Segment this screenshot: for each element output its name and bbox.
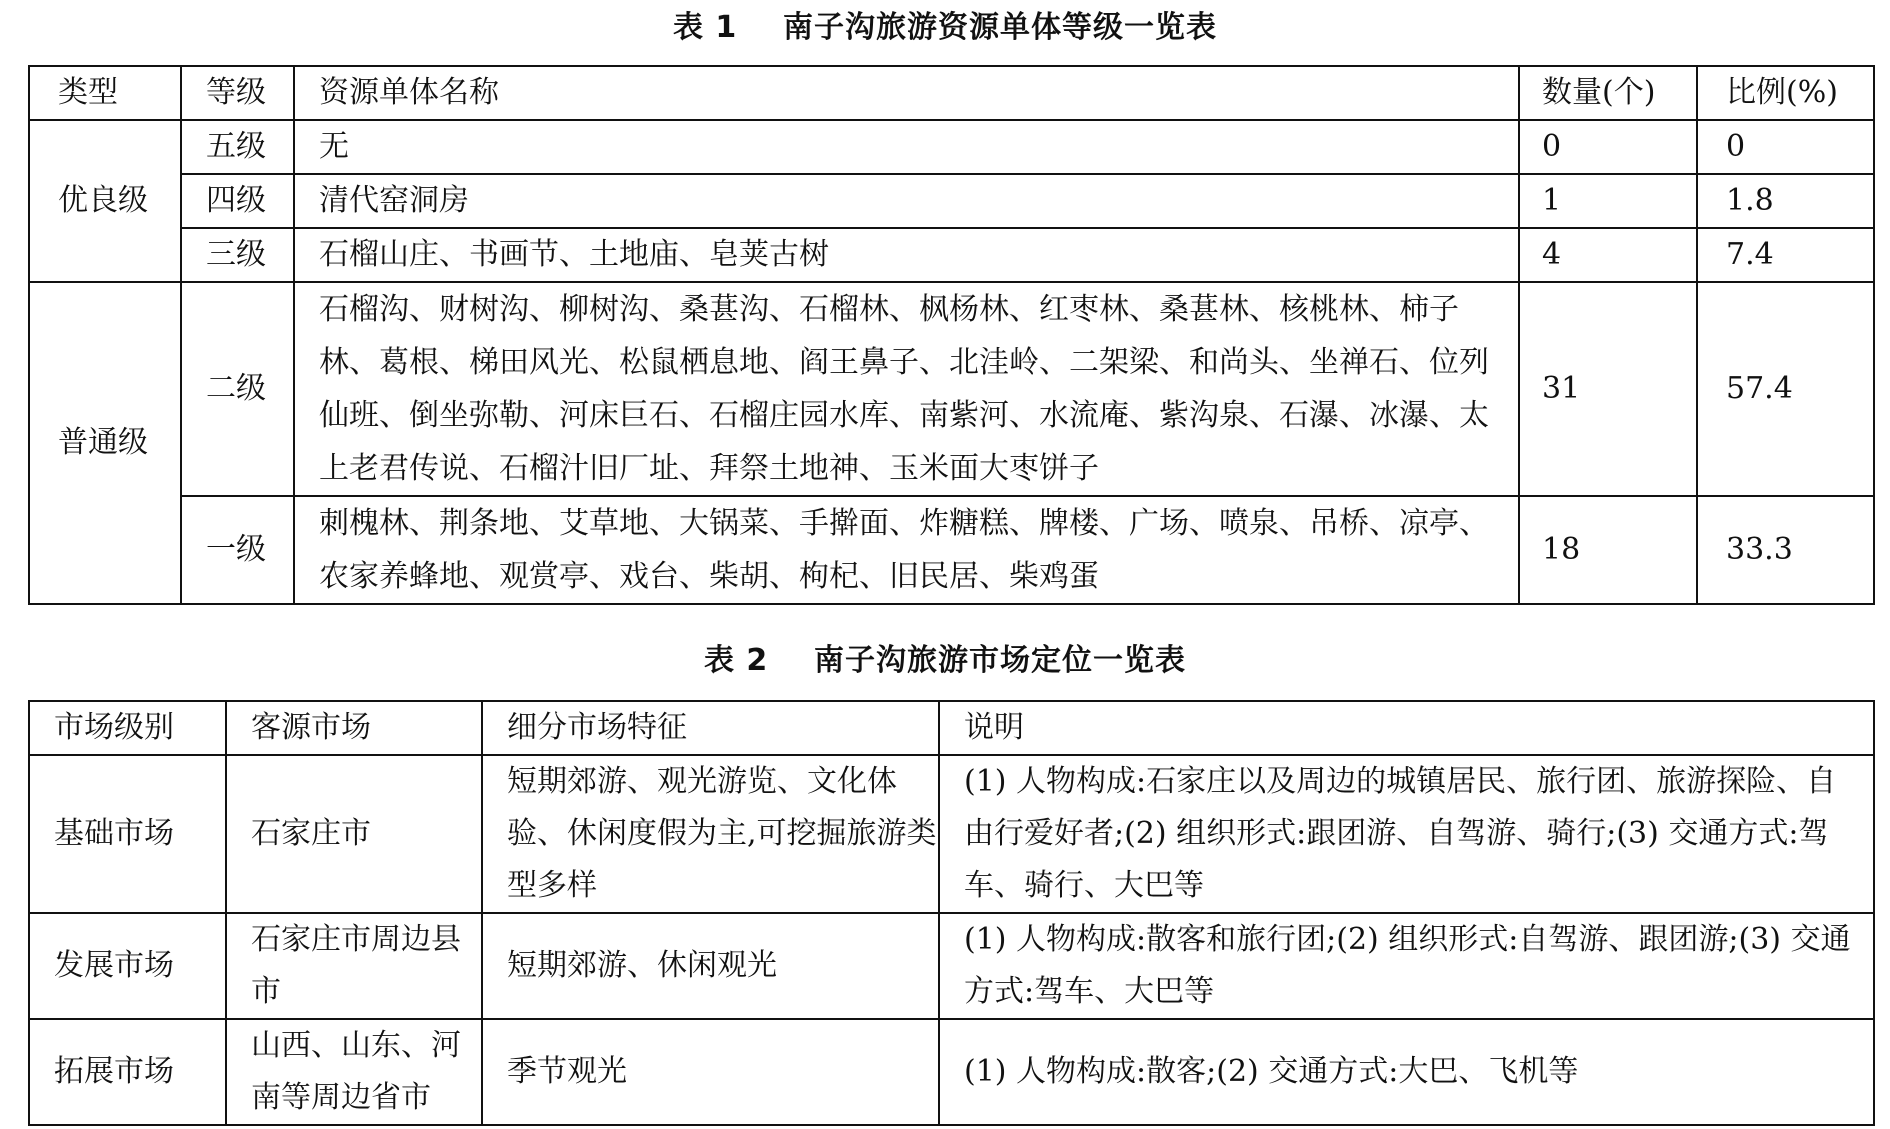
table1-caption: 表 1 南子沟旅游资源单体等级一览表 [672, 10, 1218, 45]
market-level-cell: 基础市场 [29, 755, 226, 913]
names-cell: 无 [294, 120, 1519, 174]
table-row [29, 174, 1874, 228]
header-resource-names: 资源单体名称 [294, 66, 1519, 120]
resource-grade-table [28, 65, 1875, 605]
table2-header-row [29, 701, 1874, 755]
header-type: 类型 [29, 66, 181, 120]
source-market-cell: 石家庄市周边县市 [226, 913, 482, 1019]
header-count: 数量(个) [1519, 66, 1697, 120]
table-row [29, 282, 1874, 496]
market-level-cell: 拓展市场 [29, 1019, 226, 1125]
header-source-market: 客源市场 [226, 701, 482, 755]
table-row [29, 913, 1874, 1019]
table-row [29, 496, 1874, 604]
description-cell: (1) 人物构成:散客和旅行团;(2) 组织形式:自驾游、跟团游;(3) 交通方式:驾车、大巴等 [939, 913, 1874, 1019]
table-row [29, 1019, 1874, 1125]
description-cell: (1) 人物构成:石家庄以及周边的城镇居民、旅行团、旅游探险、自由行爱好者;(2) 组织形式:跟团游、自驾游、骑行;(3) 交通方式:驾车、骑行、大巴等 [939, 755, 1874, 913]
grade-cell: 二级 [181, 282, 294, 496]
table1-header-row [29, 66, 1874, 120]
ratio-cell: 1.8 [1697, 174, 1874, 228]
ratio-cell: 33.3 [1697, 496, 1874, 604]
header-grade: 等级 [181, 66, 294, 120]
table-row [29, 755, 1874, 913]
header-market-level: 市场级别 [29, 701, 226, 755]
grade-cell: 四级 [181, 174, 294, 228]
source-market-cell: 山西、山东、河南等周边省市 [226, 1019, 482, 1125]
grade-cell: 五级 [181, 120, 294, 174]
source-market-cell: 石家庄市 [226, 755, 482, 913]
segment-feature-cell: 短期郊游、休闲观光 [482, 913, 939, 1019]
count-cell: 18 [1519, 496, 1697, 604]
ratio-cell: 7.4 [1697, 228, 1874, 282]
count-cell: 4 [1519, 228, 1697, 282]
header-description: 说明 [939, 701, 1874, 755]
names-cell: 刺槐林、荆条地、艾草地、大锅菜、手擀面、炸糖糕、牌楼、广场、喷泉、吊桥、凉亭、农家养蜂地、观赏亭、戏台、柴胡、枸杞、旧民居、柴鸡蛋 [294, 496, 1519, 604]
grade-cell: 三级 [181, 228, 294, 282]
type-cell-ordinary: 普通级 [29, 282, 181, 604]
ratio-cell: 0 [1697, 120, 1874, 174]
market-level-cell: 发展市场 [29, 913, 226, 1019]
table2-caption: 表 2 南子沟旅游市场定位一览表 [703, 643, 1187, 678]
segment-feature-cell: 短期郊游、观光游览、文化体验、休闲度假为主,可挖掘旅游类型多样 [482, 755, 939, 913]
header-ratio: 比例(%) [1697, 66, 1874, 120]
table-row [29, 228, 1874, 282]
count-cell: 0 [1519, 120, 1697, 174]
count-cell: 1 [1519, 174, 1697, 228]
market-positioning-table [28, 700, 1875, 1126]
header-segment-feature: 细分市场特征 [482, 701, 939, 755]
names-cell: 清代窑洞房 [294, 174, 1519, 228]
names-cell: 石榴沟、财树沟、柳树沟、桑葚沟、石榴林、枫杨林、红枣林、桑葚林、核桃林、柿子林、葛根、梯田风光、松鼠栖息地、阎王鼻子、北洼岭、二架梁、和尚头、坐禅石、位列仙班、倒坐弥勒、河床巨石、石榴庄园水库、南紫河、水流庵、紫沟泉、石瀑、冰瀑、太上老君传说、石榴汁旧厂址、拜祭土地神、玉米面大枣饼子 [294, 282, 1519, 496]
segment-feature-cell: 季节观光 [482, 1019, 939, 1125]
table-row [29, 120, 1874, 174]
ratio-cell: 57.4 [1697, 282, 1874, 496]
grade-cell: 一级 [181, 496, 294, 604]
type-cell-excellent: 优良级 [29, 120, 181, 282]
count-cell: 31 [1519, 282, 1697, 496]
names-cell: 石榴山庄、书画节、土地庙、皂荚古树 [294, 228, 1519, 282]
description-cell: (1) 人物构成:散客;(2) 交通方式:大巴、飞机等 [939, 1019, 1874, 1125]
